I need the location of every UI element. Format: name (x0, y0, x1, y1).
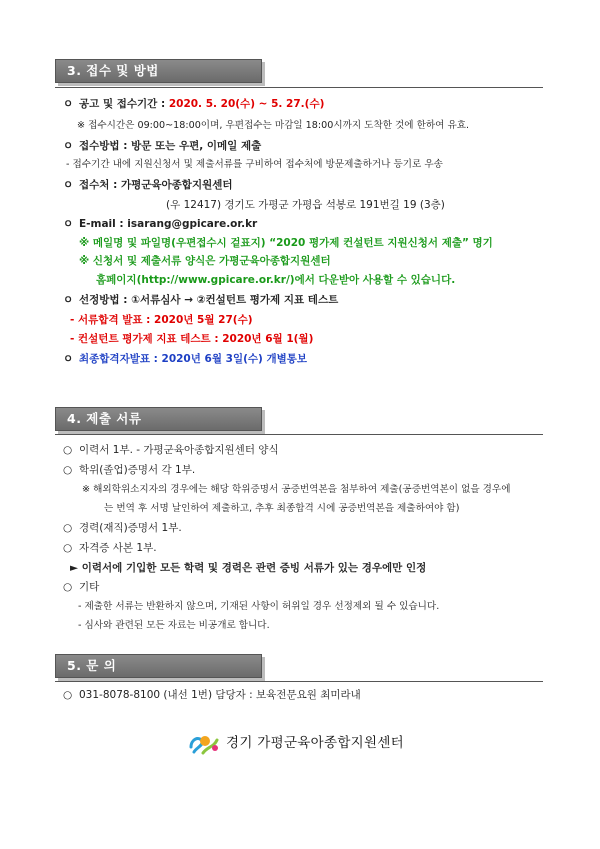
section-header-5 (55, 654, 263, 680)
doc-item-3-text: 경력(재직)증명서 1부. (79, 522, 182, 534)
doc-item-4 (63, 541, 157, 555)
etc-note-1: - 제출한 서류는 반환하지 않으며, 기재된 사항이 허위일 경우 선정제외 될 수 있습니다. (78, 601, 440, 612)
selection-line (63, 293, 338, 307)
bullet: ○ (63, 689, 73, 701)
bullet: ㅇ (63, 140, 74, 152)
bullet: ㅇ (63, 294, 74, 306)
doc-item-2-note-1: ※ 해외학위소지자의 경우에는 해당 학위증명서 공증번역본을 첨부하여 제출(공증번역본이 없을 경우에 (82, 484, 511, 495)
bullet: ㅇ (63, 218, 74, 230)
etc-text: 기타 (79, 581, 100, 593)
form-note-1: ※ 신청서 및 제출서류 양식은 가평군육아종합지원센터 (79, 255, 331, 267)
doc-item-1-text: 이력서 1부. - 가평군육아종합지원센터 양식 (79, 444, 279, 456)
evidence-note: ► 이력서에 기입한 모든 학력 및 경력은 관련 증빙 서류가 있는 경우에만 인정 (70, 562, 427, 574)
email-note: ※ 메일명 및 파일명(우편접수시 겉표지) “2020 평가제 컨설턴트 지원신청서 제출” 명기 (79, 237, 493, 249)
email-line (63, 217, 257, 231)
form-note-2: 홈페이지(http://www.gpicare.or.kr/)에서 다운받아 사용할 수 있습니다. (96, 274, 456, 286)
email-text: E-mail : isarang@gpicare.or.kr (79, 218, 258, 230)
section-title-4: 4. 제출 서류 (67, 411, 142, 426)
address-text: (우 12417) 경기도 가평군 가평읍 석봉로 191번길 19 (3층) (166, 199, 445, 211)
section-header-3 (55, 59, 263, 85)
section-header-4 (55, 407, 263, 433)
section-rule-5 (55, 681, 543, 682)
period-note: ※ 접수시간은 09:00~18:00이며, 우편접수는 마감일 18:00시까지 도착한 것에 한하여 유효. (77, 120, 470, 131)
center-name: 경기 가평군육아종합지원센터 (226, 735, 405, 751)
bullet: ○ (63, 464, 73, 476)
method-text: 접수방법 : 방문 또는 우편, 이메일 제출 (79, 140, 262, 152)
etc-note-2: - 심사와 관련된 모든 자료는 비공개로 합니다. (78, 620, 270, 631)
section-title-5: 5. 문 의 (67, 658, 117, 673)
bullet: ○ (63, 542, 73, 554)
bullet: ○ (63, 522, 73, 534)
selection-text: 선정방법 : ①서류심사 → ②컨설턴트 평가제 지표 테스트 (79, 294, 339, 306)
place-line (63, 178, 233, 192)
bullet: ㅇ (63, 179, 74, 191)
period-line (63, 97, 324, 111)
section-rule-4 (55, 434, 543, 435)
section-title-3: 3. 접수 및 방법 (67, 63, 159, 78)
bullet: ○ (63, 581, 73, 593)
final-pass-text: 최종합격자발표 : 2020년 6월 3일(수) 개별통보 (79, 353, 308, 365)
doc-pass-date: - 서류합격 발표 : 2020년 5월 27(수) (70, 314, 253, 326)
contact-line (63, 688, 361, 702)
section-rule-3 (55, 87, 543, 88)
doc-item-2 (63, 463, 195, 477)
contact-text: 031-8078-8100 (내선 1번) 담당자 : 보육전문요원 최미라내 (79, 689, 361, 701)
final-pass-line (63, 352, 307, 366)
doc-item-1 (63, 443, 279, 457)
bullet: ㅇ (63, 98, 74, 110)
etc-line (63, 580, 99, 594)
period-label: 공고 및 접수기간 : (79, 98, 166, 110)
test-date: - 컨설턴트 평가제 지표 테스트 : 2020년 6월 1(월) (70, 333, 314, 345)
center-logo-icon (188, 733, 220, 755)
doc-item-3 (63, 521, 182, 535)
bullet: ○ (63, 444, 73, 456)
doc-item-4-text: 자격증 사본 1부. (79, 542, 157, 554)
doc-item-2-note-2: 는 번역 후 서명 날인하여 제출하고, 추후 최종합격 시에 공증번역본을 제출하여야 함) (104, 503, 460, 514)
method-line (63, 139, 261, 153)
method-note: - 접수기간 내에 지원신청서 및 제출서류를 구비하여 접수처에 방문제출하거나 등기로 우송 (66, 159, 443, 170)
doc-item-2-text: 학위(졸업)증명서 각 1부. (79, 464, 196, 476)
period-value: 2020. 5. 20(수) ~ 5. 27.(수) (168, 98, 325, 110)
bullet: ㅇ (63, 353, 74, 365)
place-text: 접수처 : 가평군육아종합지원센터 (79, 179, 233, 191)
